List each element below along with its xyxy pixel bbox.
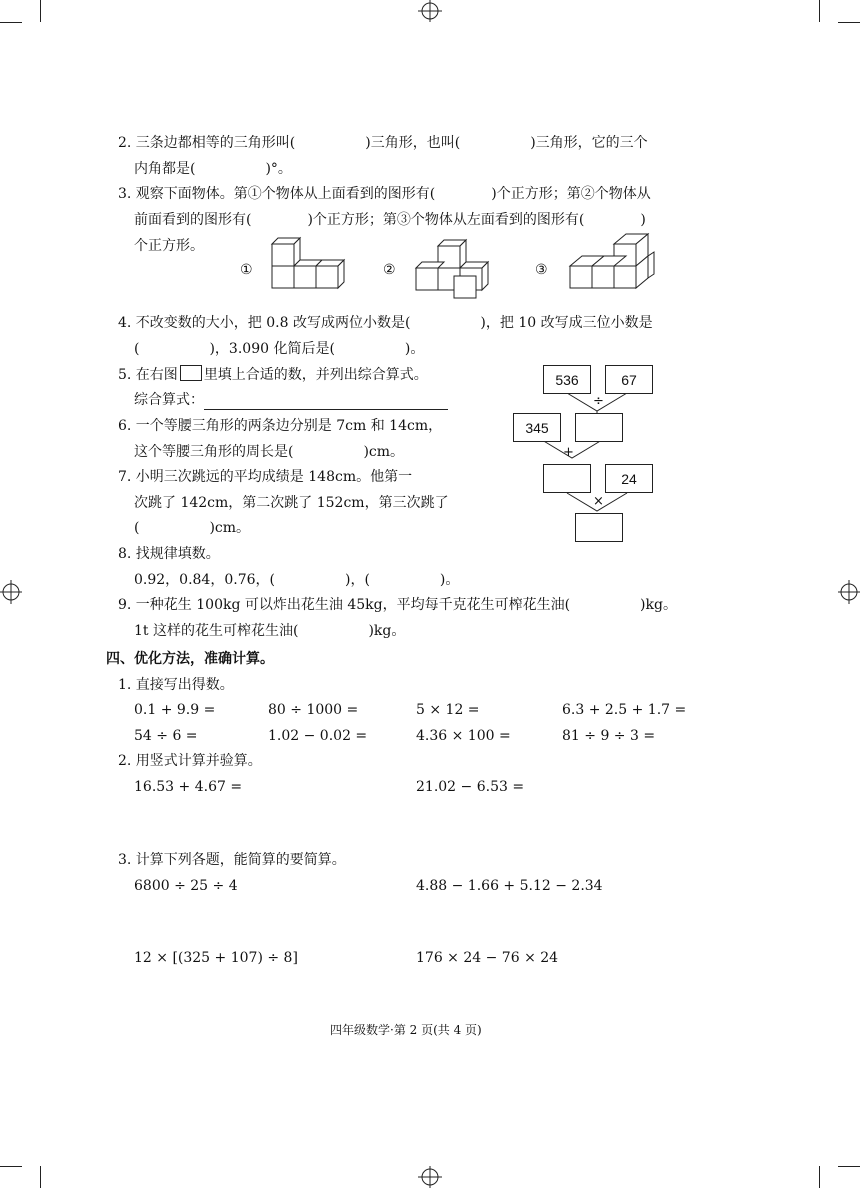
formula-answer-line[interactable] [204,395,448,410]
tree-node-24: 24 [605,464,653,493]
q3-figure-label-2: ② [383,262,396,278]
q7-line3: ( )cm。 [134,520,251,536]
q8-line1: 8. 找规律填数。 [118,546,220,562]
multiply-operator: × [593,494,604,509]
tree-node-536: 536 [543,365,591,394]
cube-figure-1 [264,236,360,298]
q7-line2: 次跳了 142cm，第二次跳了 152cm，第三次跳了 [134,495,449,511]
tree-node-67: 67 [605,365,653,394]
q6-line1: 6. 一个等腰三角形的两条边分别是 7cm 和 14cm， [118,418,443,434]
oral-calc-4: 6.3 + 2.5 + 1.7 = [562,702,687,718]
q3-line2: 前面看到的图形有( )个正方形；第③个物体从左面看到的图形有( ) [134,212,646,228]
part1-title: 1. 直接写出得数。 [118,677,234,693]
registration-mark-left [0,576,22,608]
oral-calc-7: 4.36 × 100 = [416,728,511,744]
q5-line1-start: 5. 在右图 [118,367,178,383]
simplify-calc-2: 4.88 − 1.66 + 5.12 − 2.34 [416,878,603,894]
part3-title: 3. 计算下列各题，能简算的要简算。 [118,852,346,868]
q2-line1: 2. 三条边都相等的三角形叫( )三角形，也叫( )三角形，它的三个 [118,135,648,151]
oral-calc-8: 81 ÷ 9 ÷ 3 = [562,728,656,744]
q5-line1-end: 里填上合适的数，并列出综合算式。 [203,367,428,383]
oral-calc-6: 1.02 − 0.02 = [268,728,368,744]
simplify-calc-1: 6800 ÷ 25 ÷ 4 [134,878,238,894]
q8-line2: 0.92，0.84，0.76，( )，( )。 [134,572,460,588]
tree-blank-2[interactable] [543,464,591,493]
section4-title: 四、优化方法，准确计算。 [106,651,274,667]
tree-node-345: 345 [513,413,561,442]
oral-calc-2: 80 ÷ 1000 = [268,702,359,718]
vertical-calc-1: 16.53 + 4.67 = [134,779,243,795]
q6-line2: 这个等腰三角形的周长是( )cm。 [134,444,405,460]
registration-mark-top [414,0,446,22]
simplify-calc-4: 176 × 24 − 76 × 24 [416,950,559,966]
tree-blank-3[interactable] [575,513,623,542]
q4-line2: ( )，3.090 化简后是( )。 [134,341,425,357]
tree-blank-1[interactable] [575,413,623,442]
q3-figure-label-1: ① [240,262,253,278]
cube-figure-2 [410,236,506,306]
q5-formula-label: 综合算式： [134,392,204,408]
q9-line1: 9. 一种花生 100kg 可以炸出花生油 45kg，平均每千克花生可榨花生油( )kg。 [118,597,677,613]
registration-mark-bottom [414,1166,446,1188]
q5-line2 [134,390,448,410]
divide-operator: ÷ [593,394,604,409]
registration-mark-right [838,576,860,608]
part2-title: 2. 用竖式计算并验算。 [118,753,262,769]
cube-figure-3 [566,230,662,298]
oral-calc-3: 5 × 12 = [416,702,480,718]
q2-line2: 内角都是( )°。 [134,161,292,177]
q4-line1: 4. 不改变数的大小，把 0.8 改写成两位小数是( )，把 10 改写成三位小数是 [118,315,653,331]
q9-line2: 1t 这样的花生可榨花生油( )kg。 [134,623,406,639]
q3-line3: 个正方形。 [134,238,204,254]
q7-line1: 7. 小明三次跳远的平均成绩是 148cm。他第一 [118,469,413,485]
plus-operator: + [563,445,574,460]
blank-box-icon [180,365,202,381]
oral-calc-5: 54 ÷ 6 = [134,728,198,744]
simplify-calc-3: 12 × [(325 + 107) ÷ 8] [134,950,298,966]
page-footer: 四年级数学·第 2 页(共 4 页) [330,1023,482,1037]
q3-figure-label-3: ③ [535,262,548,278]
q5-line1 [118,365,428,385]
q3-line1: 3. 观察下面物体。第①个物体从上面看到的图形有( )个正方形；第②个物体从 [118,186,651,202]
oral-calc-1: 0.1 + 9.9 = [134,702,216,718]
vertical-calc-2: 21.02 − 6.53 = [416,779,525,795]
